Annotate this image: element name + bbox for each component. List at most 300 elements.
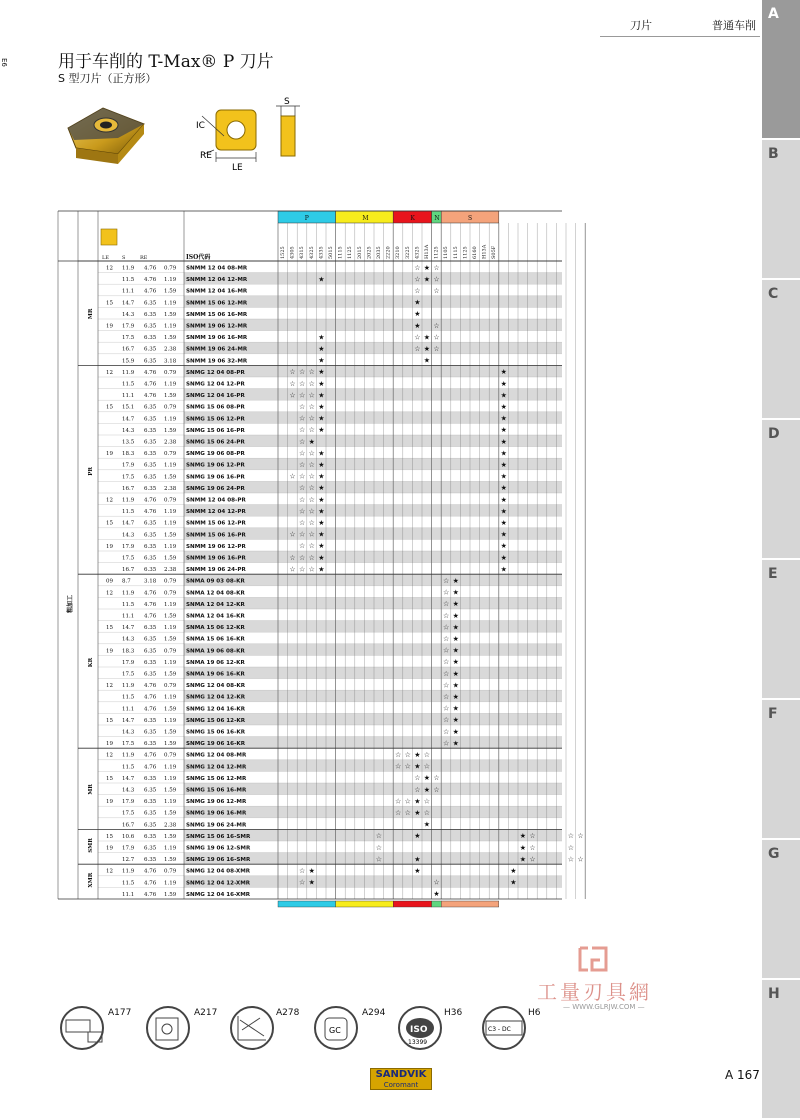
secondary-grade-star: ☆ bbox=[567, 832, 575, 841]
secondary-grade-star: ☆ bbox=[414, 333, 421, 342]
grade-header: S05F bbox=[491, 245, 498, 259]
re-cell: 1.19 bbox=[164, 323, 177, 330]
le-cell: 14.3 bbox=[122, 427, 135, 434]
secondary-grade-star: ☆ bbox=[299, 379, 306, 388]
re-cell: 1.59 bbox=[164, 532, 177, 539]
le-cell: 11.5 bbox=[122, 694, 135, 701]
ic-cell: 15 bbox=[106, 625, 113, 632]
ref-h36[interactable]: H36 bbox=[444, 1008, 463, 1018]
secondary-grade-star: ☆ bbox=[395, 809, 402, 817]
secondary-grade-star: ☆ bbox=[299, 542, 306, 551]
secondary-grade-star: ☆ bbox=[299, 495, 306, 504]
s-cell: 6.35 bbox=[144, 567, 157, 574]
iso-code-cell: SNMG 12 04 08-PR bbox=[186, 369, 245, 376]
iso-code-cell: SNMG 12 04 12-KR bbox=[186, 694, 246, 701]
chapter-tab-label: D bbox=[768, 426, 780, 442]
iso-code-cell: SNMM 12 04 16-MR bbox=[186, 288, 248, 295]
iso-code-cell: SNMG 15 06 16-KR bbox=[186, 729, 246, 736]
ic-cell: 19 bbox=[106, 451, 113, 458]
grade-header: H13A bbox=[424, 244, 430, 259]
re-cell: 1.59 bbox=[164, 787, 177, 794]
s-cell: 6.35 bbox=[144, 729, 157, 736]
breadcrumb-inserts[interactable]: 刀片 bbox=[630, 19, 652, 32]
clamping-system-icon[interactable] bbox=[60, 1006, 110, 1060]
s-cell: 4.76 bbox=[144, 868, 157, 875]
re-cell: 1.19 bbox=[164, 775, 177, 782]
primary-grade-star: ★ bbox=[414, 298, 421, 307]
primary-grade-star: ★ bbox=[500, 495, 507, 504]
iso-code-cell: SNMM 19 06 16-MR bbox=[186, 335, 248, 342]
re-cell: 1.59 bbox=[164, 335, 177, 342]
s-cell: 6.35 bbox=[144, 439, 157, 446]
le-cell: 11.5 bbox=[122, 601, 135, 608]
re-cell: 1.59 bbox=[164, 636, 177, 643]
primary-grade-star: ★ bbox=[452, 716, 459, 725]
le-cell: 16.7 bbox=[122, 346, 135, 353]
s-cell: 6.35 bbox=[144, 625, 157, 632]
le-cell: 16.7 bbox=[122, 485, 135, 492]
ic-label: IC bbox=[196, 121, 205, 131]
s-cell: 6.35 bbox=[144, 323, 157, 330]
s-cell: 6.35 bbox=[144, 485, 157, 492]
iso-code-cell: SNMA 15 06 16-KR bbox=[186, 636, 245, 643]
s-cell: 6.35 bbox=[144, 799, 157, 806]
primary-grade-star: ★ bbox=[423, 263, 431, 272]
primary-grade-star: ★ bbox=[423, 333, 431, 342]
re-cell: 1.19 bbox=[164, 462, 177, 469]
page-subtitle: S 型刀片（正方形） bbox=[58, 72, 157, 85]
re-cell: 3.18 bbox=[164, 358, 177, 365]
iso-code-cell: SNMM 19 06 24-PR bbox=[186, 567, 246, 574]
re-cell: 0.79 bbox=[164, 404, 177, 411]
primary-grade-star: ★ bbox=[318, 356, 325, 365]
primary-grade-star: ★ bbox=[414, 797, 421, 806]
ref-a294[interactable]: A294 bbox=[362, 1008, 386, 1018]
re-cell: 1.59 bbox=[164, 671, 177, 678]
iso-code-cell: SNMM 12 04 08-MR bbox=[186, 265, 248, 272]
re-cell: 0.79 bbox=[164, 578, 177, 585]
ic-cell: 09 bbox=[106, 578, 113, 585]
page-number: A 167 bbox=[725, 1068, 760, 1082]
primary-grade-star: ★ bbox=[510, 867, 517, 875]
ic-cell: 12 bbox=[106, 265, 113, 272]
re-cell: 2.38 bbox=[164, 346, 177, 353]
secondary-grade-star: ☆ bbox=[289, 530, 296, 539]
re-cell: 1.19 bbox=[164, 520, 177, 527]
s-label: S bbox=[284, 97, 290, 107]
primary-grade-star: ★ bbox=[500, 507, 507, 516]
primary-grade-star: ★ bbox=[414, 762, 421, 771]
primary-grade-star: ★ bbox=[318, 542, 325, 551]
re-cell: 0.79 bbox=[164, 752, 177, 759]
le-cell: 14.7 bbox=[122, 625, 135, 632]
s-cell: 6.35 bbox=[144, 474, 157, 481]
secondary-grade-star: ☆ bbox=[404, 797, 411, 806]
dimension-diagram bbox=[196, 96, 316, 176]
chapter-tab-d[interactable] bbox=[762, 420, 800, 560]
iso-code-cell: SNMM 12 04 08-PR bbox=[186, 497, 246, 504]
le-cell: 14.7 bbox=[122, 300, 135, 307]
s-cell: 6.35 bbox=[144, 346, 157, 353]
chapter-tab-g[interactable] bbox=[762, 840, 800, 980]
s-cell: 6.35 bbox=[144, 335, 157, 342]
secondary-grade-star: ☆ bbox=[414, 275, 421, 284]
primary-grade-star: ★ bbox=[452, 669, 459, 678]
grade-header: 4305 bbox=[289, 246, 296, 259]
iso-13399-icon[interactable] bbox=[398, 1006, 448, 1060]
re-cell: 2.38 bbox=[164, 485, 177, 492]
ic-cell: 19 bbox=[106, 323, 113, 330]
le-cell: 11.1 bbox=[122, 393, 135, 400]
le-cell: 14.7 bbox=[122, 520, 135, 527]
s-cell: 6.35 bbox=[144, 775, 157, 782]
secondary-grade-star: ☆ bbox=[299, 565, 306, 574]
grade-header: 6160 bbox=[472, 246, 478, 259]
secondary-grade-star: ☆ bbox=[289, 472, 296, 481]
grade-group-label: M bbox=[362, 215, 369, 222]
primary-grade-star: ★ bbox=[452, 658, 459, 667]
grade-header: 1525 bbox=[280, 246, 286, 259]
section-label: KR bbox=[88, 657, 94, 668]
secondary-grade-star: ☆ bbox=[433, 263, 440, 272]
svg-text:C3 - DC: C3 - DC bbox=[488, 1026, 511, 1033]
col-header-le: LE bbox=[102, 255, 109, 261]
grade-header: 2035 bbox=[376, 246, 382, 259]
s-cell: 4.76 bbox=[144, 601, 157, 608]
re-cell: 0.79 bbox=[164, 265, 177, 272]
primary-grade-star: ★ bbox=[414, 809, 421, 817]
secondary-grade-star: ☆ bbox=[443, 716, 450, 725]
secondary-grade-star: ☆ bbox=[577, 855, 584, 864]
s-cell: 4.76 bbox=[144, 590, 157, 597]
le-cell: 11.9 bbox=[122, 369, 135, 376]
primary-grade-star: ★ bbox=[500, 484, 507, 493]
primary-grade-star: ★ bbox=[308, 437, 315, 446]
secondary-grade-star: ☆ bbox=[299, 530, 306, 539]
le-cell: 14.7 bbox=[122, 717, 135, 724]
le-cell: 11.1 bbox=[122, 613, 135, 620]
secondary-grade-star: ☆ bbox=[529, 832, 536, 841]
re-cell: 1.59 bbox=[164, 288, 177, 295]
breadcrumb-general-turning[interactable]: 普通车削 bbox=[712, 19, 756, 32]
iso-code-cell: SNMM 15 06 16-PR bbox=[186, 532, 246, 539]
le-cell: 11.5 bbox=[122, 509, 135, 516]
re-cell: 1.59 bbox=[164, 393, 177, 400]
primary-grade-star: ★ bbox=[318, 333, 325, 342]
re-cell: 1.19 bbox=[164, 694, 177, 701]
grade-group-footer bbox=[336, 901, 394, 907]
chapter-tab-label: F bbox=[768, 706, 778, 722]
iso-code-cell: SNMG 15 06 08-PR bbox=[186, 404, 245, 411]
re-cell: 1.59 bbox=[164, 555, 177, 562]
le-cell: 17.9 bbox=[122, 462, 135, 469]
ic-cell: 15 bbox=[106, 833, 113, 840]
iso-code-cell: SNMG 19 06 24-PR bbox=[186, 485, 245, 492]
s-cell: 6.35 bbox=[144, 659, 157, 666]
top-breadcrumb bbox=[600, 15, 760, 37]
iso-code-cell: SNMA 12 04 12-KR bbox=[186, 601, 245, 608]
iso-code-cell: SNMG 15 06 12-PR bbox=[186, 416, 245, 423]
re-cell: 0.79 bbox=[164, 683, 177, 690]
re-cell: 1.59 bbox=[164, 311, 177, 318]
side-code: E6 bbox=[0, 58, 8, 67]
s-cell: 4.76 bbox=[144, 764, 157, 771]
primary-grade-star: ★ bbox=[423, 785, 431, 794]
secondary-grade-star: ☆ bbox=[529, 843, 536, 852]
chapter-tab-e[interactable] bbox=[762, 560, 800, 700]
ref-a177[interactable]: A177 bbox=[108, 1008, 132, 1018]
primary-grade-star: ★ bbox=[318, 449, 325, 458]
re-cell: 1.19 bbox=[164, 845, 177, 852]
secondary-grade-star: ☆ bbox=[443, 623, 450, 632]
primary-grade-star: ★ bbox=[318, 484, 325, 493]
ic-cell: 15 bbox=[106, 404, 113, 411]
primary-grade-star: ★ bbox=[318, 519, 325, 527]
iso-code-cell: SNMG 12 04 16-KR bbox=[186, 706, 246, 713]
s-cell: 6.35 bbox=[144, 822, 157, 829]
primary-grade-star: ★ bbox=[510, 878, 517, 887]
primary-grade-star: ★ bbox=[318, 495, 325, 504]
section-label: SMR bbox=[88, 838, 94, 853]
secondary-grade-star: ☆ bbox=[299, 484, 306, 493]
primary-grade-star: ★ bbox=[318, 379, 325, 388]
ic-cell: 12 bbox=[106, 497, 113, 504]
primary-grade-star: ★ bbox=[500, 379, 507, 388]
re-cell: 1.59 bbox=[164, 741, 177, 748]
secondary-grade-star: ☆ bbox=[289, 379, 296, 388]
s-cell: 6.35 bbox=[144, 358, 157, 365]
s-cell: 6.35 bbox=[144, 416, 157, 423]
re-cell: 0.79 bbox=[164, 451, 177, 458]
primary-grade-star: ★ bbox=[452, 623, 459, 632]
grade-header: 1125 bbox=[347, 246, 354, 259]
s-cell: 4.76 bbox=[144, 288, 157, 295]
primary-grade-star: ★ bbox=[318, 553, 325, 562]
grade-header: 4325 bbox=[414, 246, 421, 259]
le-cell: 15.1 bbox=[122, 404, 135, 411]
chapter-tab-c[interactable] bbox=[762, 280, 800, 420]
re-cell: 0.79 bbox=[164, 369, 177, 376]
iso-code-cell: SNMA 19 06 08-KR bbox=[186, 648, 245, 655]
secondary-grade-star: ☆ bbox=[443, 600, 450, 609]
ref-h6[interactable]: H6 bbox=[528, 1008, 541, 1018]
secondary-grade-star: ☆ bbox=[423, 797, 431, 806]
grade-header: 2025 bbox=[366, 246, 373, 259]
iso-code-cell: SNMM 15 06 16-MR bbox=[186, 311, 248, 318]
ref-a278[interactable]: A278 bbox=[276, 1008, 300, 1018]
primary-grade-star: ★ bbox=[452, 635, 459, 643]
le-cell: 14.3 bbox=[122, 729, 135, 736]
cutting-data-chart-icon[interactable] bbox=[230, 1006, 280, 1060]
svg-text:13399: 13399 bbox=[408, 1039, 428, 1046]
grade-group-footer bbox=[393, 901, 431, 907]
re-cell: 1.19 bbox=[164, 277, 177, 284]
primary-grade-star: ★ bbox=[318, 368, 325, 377]
s-cell: 4.76 bbox=[144, 381, 157, 388]
s-cell: 4.76 bbox=[144, 369, 157, 376]
secondary-grade-star: ☆ bbox=[308, 391, 315, 400]
primary-grade-star: ★ bbox=[500, 530, 507, 539]
primary-grade-star: ★ bbox=[318, 414, 325, 423]
primary-grade-star: ★ bbox=[500, 437, 507, 446]
ic-cell: 15 bbox=[106, 520, 113, 527]
chapter-tab-f[interactable] bbox=[762, 700, 800, 840]
s-cell: 4.76 bbox=[144, 393, 157, 400]
secondary-grade-star: ☆ bbox=[433, 774, 440, 783]
iso-code-cell: SNMG 12 04 08-KR bbox=[186, 683, 246, 690]
primary-grade-star: ★ bbox=[500, 391, 507, 400]
le-cell: 17.5 bbox=[122, 474, 135, 481]
secondary-grade-star: ☆ bbox=[414, 785, 421, 794]
primary-grade-star: ★ bbox=[500, 426, 507, 435]
ic-cell: 19 bbox=[106, 799, 113, 806]
primary-grade-star: ★ bbox=[452, 727, 459, 736]
secondary-grade-star: ☆ bbox=[414, 774, 421, 783]
primary-grade-star: ★ bbox=[519, 855, 527, 864]
s-cell: 6.35 bbox=[144, 717, 157, 724]
s-cell: 4.76 bbox=[144, 265, 157, 272]
secondary-grade-star: ☆ bbox=[443, 658, 450, 667]
iso-code-cell: SNMA 19 06 12-KR bbox=[186, 659, 245, 666]
re-cell: 1.19 bbox=[164, 659, 177, 666]
svg-text:GC: GC bbox=[329, 1026, 341, 1035]
secondary-grade-star: ☆ bbox=[404, 762, 411, 771]
le-cell: 17.9 bbox=[122, 659, 135, 666]
secondary-grade-star: ☆ bbox=[433, 333, 440, 342]
re-label: RE bbox=[200, 151, 212, 161]
gc-grade-icon[interactable] bbox=[314, 1006, 364, 1060]
le-cell: 17.9 bbox=[122, 543, 135, 550]
page-title: 用于车削的 T-Max® P 刀片 bbox=[58, 52, 274, 72]
s-cell: 6.35 bbox=[144, 833, 157, 840]
dimension-code-icon[interactable] bbox=[482, 1006, 532, 1060]
iso-code-cell: SNMG 12 04 08-XMR bbox=[186, 868, 251, 875]
iso-code-cell: SNMG 19 06 16-KR bbox=[186, 741, 246, 748]
iso-code-cell: SNMM 19 06 32-MR bbox=[186, 358, 248, 365]
s-cell: 4.76 bbox=[144, 752, 157, 759]
primary-grade-star: ★ bbox=[318, 391, 325, 400]
primary-grade-star: ★ bbox=[318, 461, 325, 469]
le-label: LE bbox=[232, 163, 243, 173]
primary-grade-star: ★ bbox=[452, 704, 459, 713]
toolholder-icon[interactable] bbox=[146, 1006, 196, 1060]
s-cell: 4.76 bbox=[144, 880, 157, 887]
secondary-grade-star: ☆ bbox=[289, 565, 296, 574]
section-label: PR bbox=[88, 467, 94, 476]
iso-code-cell: SNMG 12 04 12-MR bbox=[186, 764, 247, 771]
secondary-grade-star: ☆ bbox=[443, 739, 450, 748]
col-header-re: RE bbox=[140, 255, 148, 261]
primary-grade-star: ★ bbox=[500, 449, 507, 458]
s-cell: 4.76 bbox=[144, 683, 157, 690]
primary-grade-star: ★ bbox=[500, 403, 507, 411]
secondary-grade-star: ☆ bbox=[567, 843, 575, 852]
le-cell: 14.3 bbox=[122, 532, 135, 539]
iso-code-cell: SNMG 19 06 16-MR bbox=[186, 810, 247, 817]
section-label: XMR bbox=[88, 872, 94, 888]
primary-grade-star: ★ bbox=[500, 519, 507, 527]
primary-grade-star: ★ bbox=[423, 345, 431, 353]
grade-group-label: N bbox=[434, 215, 440, 222]
s-cell: 6.35 bbox=[144, 404, 157, 411]
brand-name: SANDVIK bbox=[375, 1069, 427, 1080]
s-cell: 4.76 bbox=[144, 891, 157, 898]
grade-header: 4325 bbox=[308, 246, 315, 259]
primary-grade-star: ★ bbox=[452, 646, 459, 655]
secondary-grade-star: ☆ bbox=[414, 345, 421, 353]
s-cell: 6.35 bbox=[144, 532, 157, 539]
primary-grade-star: ★ bbox=[318, 426, 325, 435]
ic-cell: 19 bbox=[106, 648, 113, 655]
chapter-tab-b[interactable] bbox=[762, 140, 800, 280]
iso-code-cell: SNMM 12 04 12-PR bbox=[186, 509, 246, 516]
chapter-tab-h[interactable] bbox=[762, 980, 800, 1120]
grade-group-footer bbox=[441, 901, 499, 907]
secondary-grade-star: ☆ bbox=[423, 809, 431, 817]
le-cell: 17.9 bbox=[122, 323, 135, 330]
grade-group-footer bbox=[278, 901, 336, 907]
secondary-grade-star: ☆ bbox=[299, 878, 306, 887]
primary-grade-star: ★ bbox=[433, 890, 440, 899]
secondary-grade-star: ☆ bbox=[308, 472, 315, 481]
secondary-grade-star: ☆ bbox=[308, 484, 315, 493]
iso-code-cell: SNMA 19 06 16-KR bbox=[186, 671, 245, 678]
ic-cell: 19 bbox=[106, 845, 113, 852]
secondary-grade-star: ☆ bbox=[308, 368, 315, 377]
secondary-grade-star: ☆ bbox=[433, 321, 440, 330]
iso-code-cell: SNMG 15 06 12-MR bbox=[186, 775, 247, 782]
secondary-grade-star: ☆ bbox=[443, 635, 450, 643]
re-cell: 1.19 bbox=[164, 601, 177, 608]
watermark-url: — WWW.GLRJW.COM — bbox=[563, 1003, 645, 1011]
ref-a217[interactable]: A217 bbox=[194, 1008, 218, 1018]
re-cell: 1.59 bbox=[164, 706, 177, 713]
secondary-grade-star: ☆ bbox=[308, 426, 315, 435]
secondary-grade-star: ☆ bbox=[395, 762, 402, 771]
grade-group-label: P bbox=[304, 215, 309, 222]
iso-code-cell: SNMG 19 06 08-PR bbox=[186, 451, 245, 458]
grade-header: 1125 bbox=[462, 246, 469, 259]
ic-cell: 12 bbox=[106, 369, 113, 376]
s-cell: 6.35 bbox=[144, 555, 157, 562]
iso-code-cell: SNMG 15 06 24-PR bbox=[186, 439, 245, 446]
iso-code-cell: SNMA 12 04 16-KR bbox=[186, 613, 245, 620]
secondary-grade-star: ☆ bbox=[308, 414, 315, 423]
secondary-grade-star: ☆ bbox=[299, 472, 306, 481]
le-cell: 18.3 bbox=[122, 648, 135, 655]
primary-grade-star: ★ bbox=[519, 832, 527, 841]
grade-header: 1105 bbox=[443, 246, 450, 259]
le-cell: 14.3 bbox=[122, 787, 135, 794]
secondary-grade-star: ☆ bbox=[443, 611, 450, 620]
secondary-grade-star: ☆ bbox=[443, 704, 450, 713]
iso-code-cell: SNMG 15 06 12-KR bbox=[186, 717, 246, 724]
iso-code-cell: SNMM 19 06 12-PR bbox=[186, 543, 246, 550]
primary-grade-star: ★ bbox=[452, 611, 459, 620]
grade-group-label: S bbox=[468, 215, 473, 222]
s-cell: 4.76 bbox=[144, 277, 157, 284]
le-cell: 17.5 bbox=[122, 671, 135, 678]
chapter-tab-a[interactable] bbox=[762, 0, 800, 140]
primary-grade-star: ★ bbox=[452, 681, 459, 690]
le-cell: 13.5 bbox=[122, 439, 135, 446]
iso-code-cell: SNMG 19 06 12-SMR bbox=[186, 845, 251, 852]
secondary-grade-star: ☆ bbox=[423, 751, 431, 759]
chapter-tab-label: A bbox=[768, 6, 779, 22]
secondary-grade-star: ☆ bbox=[308, 553, 315, 562]
re-cell: 1.59 bbox=[164, 833, 177, 840]
re-cell: 0.79 bbox=[164, 648, 177, 655]
